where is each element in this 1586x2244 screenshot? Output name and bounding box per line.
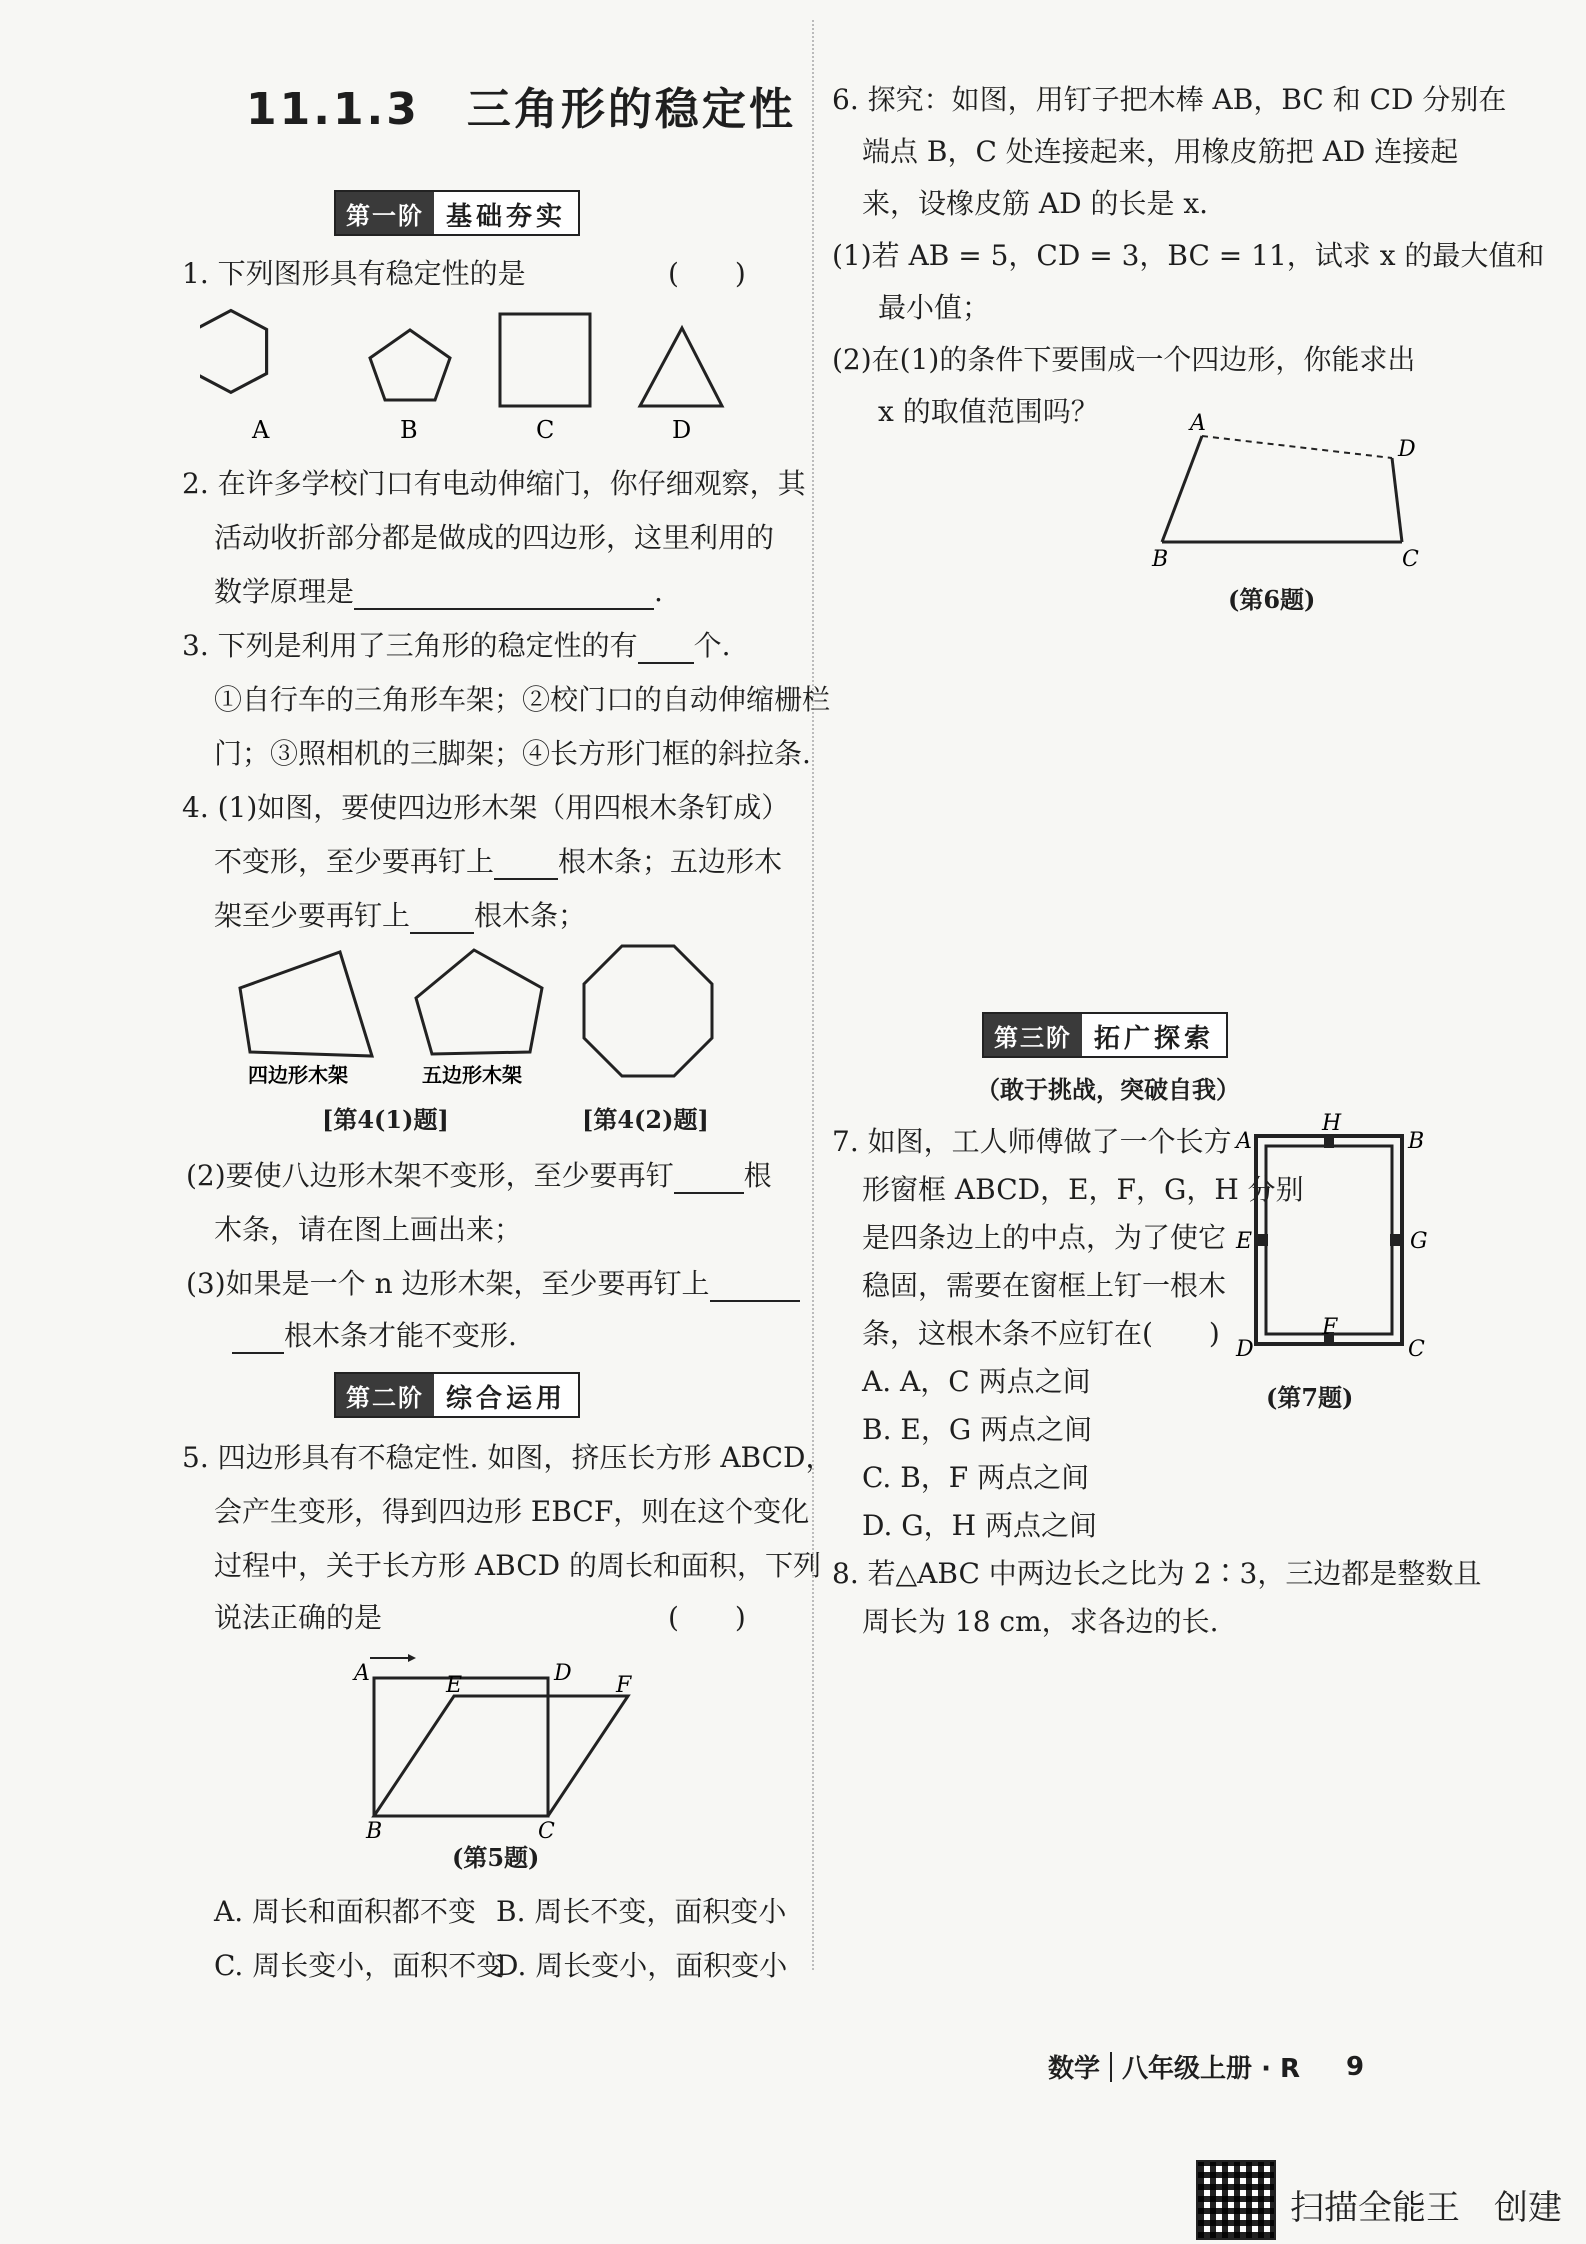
- label-b: B: [366, 1819, 383, 1840]
- q6-part2-line1: (2)在(1)的条件下要围成一个四边形，你能求出: [832, 343, 1416, 376]
- midpoint-e: [1254, 1234, 1268, 1246]
- q2-line1: 2. 在许多学校门口有电动伸缩门，你仔细观察，其: [182, 467, 806, 500]
- label-h: H: [1322, 1112, 1342, 1136]
- section-title: 11.1.3 三角形的稳定性: [246, 84, 796, 135]
- footer-subject: 数学: [1048, 2054, 1101, 2084]
- q4-line2-end: 根木条；五边形木: [558, 845, 783, 878]
- q3-line2: ①自行车的三角形车架；②校门口的自动伸缩栅栏: [214, 683, 831, 716]
- banner-name: 基础夯实: [446, 202, 567, 232]
- label-f: F: [616, 1673, 632, 1698]
- label-d: D: [1236, 1337, 1254, 1362]
- label-g: G: [1410, 1229, 1428, 1254]
- hexagon-shape: [200, 311, 267, 393]
- q5-figure: [350, 1650, 650, 1840]
- q1-shapes-figure: [200, 300, 760, 450]
- q5-option-c: C. 周长变小，面积不变: [214, 1949, 505, 1982]
- q4-blank-pent[interactable]: [410, 906, 474, 934]
- scanner-watermark: 扫描全能王 创建: [1290, 2188, 1562, 2228]
- label-d: D: [1398, 437, 1416, 462]
- q4-blank-oct[interactable]: [674, 1166, 744, 1194]
- window-inner: [1266, 1146, 1392, 1334]
- q4-blank-n-gon-1[interactable]: [710, 1274, 800, 1302]
- qr-code-icon: [1196, 2160, 1276, 2240]
- q4-part2-text: (2)要使八边形木架不变形，至少要再钉: [186, 1159, 674, 1192]
- q4-line3-text: 架至少要再钉上: [214, 899, 411, 932]
- label-b: B: [1152, 547, 1169, 572]
- triangle-shape: [640, 328, 722, 406]
- banner-level: 第一阶: [336, 192, 434, 234]
- banner-name: 综合运用: [446, 1384, 567, 1414]
- level-banner-1: [334, 190, 580, 236]
- q2-line2: 活动收折部分都是做成的四边形，这里利用的: [214, 521, 775, 554]
- q4-blank-quad[interactable]: [494, 852, 558, 880]
- banner-level: 第二阶: [336, 1374, 434, 1416]
- q6-part1-line1: (1)若 AB = 5，CD = 3，BC = 11，试求 x 的最大值和: [832, 239, 1545, 272]
- banner-name: 拓广探索: [1094, 1024, 1215, 1054]
- page-footer: [1048, 2048, 1364, 2085]
- q4-blank-n-gon-2[interactable]: [232, 1326, 284, 1354]
- pent-frame-label: 五边形木架: [422, 1063, 522, 1087]
- q5-caption: (第5题): [452, 1843, 540, 1872]
- q6-part1-line2: 最小值；: [878, 291, 991, 324]
- option-label-a: A: [252, 416, 270, 444]
- octagon-frame: [584, 946, 712, 1076]
- q7-option-a: A. A，C 两点之间: [862, 1365, 1091, 1398]
- q7-window-frame-figure: [1230, 1112, 1450, 1372]
- segment-ab: [1162, 436, 1202, 542]
- rectangle-abcd: [374, 1678, 548, 1816]
- q5-line3: 过程中，关于长方形 ABCD 的周长和面积，下列: [214, 1549, 821, 1582]
- midpoint-g: [1390, 1234, 1404, 1246]
- q1-answer-paren: ( ): [668, 257, 746, 290]
- option-label-d: D: [672, 416, 692, 444]
- pentagon-shape: [370, 330, 450, 400]
- q6-line2: 端点 B，C 处连接起来，用橡皮筋把 AD 连接起: [862, 135, 1459, 168]
- q4-line2: [214, 844, 782, 880]
- label-a: A: [1190, 411, 1206, 436]
- q4-caption-1: [第4(1)题]: [322, 1105, 449, 1134]
- midpoint-h: [1324, 1134, 1334, 1148]
- q2-period: .: [654, 575, 663, 608]
- label-b: B: [1408, 1129, 1425, 1154]
- q7-line3: 是四条边上的中点，为了使它: [862, 1221, 1227, 1254]
- q4-caption-2: [第4(2)题]: [582, 1105, 709, 1134]
- banner-level: 第三阶: [984, 1014, 1082, 1056]
- q3-line1-end: 个.: [693, 629, 731, 662]
- label-e: E: [1236, 1229, 1253, 1254]
- q5-option-b: B. 周长不变，面积变小: [496, 1895, 787, 1928]
- q4-line1: 4. (1)如图，要使四边形木架（用四根木条钉成）: [182, 791, 790, 824]
- q7-option-d: D. G，H 两点之间: [862, 1509, 1097, 1542]
- q5-line1: 5. 四边形具有不稳定性. 如图，挤压长方形 ABCD，: [182, 1441, 834, 1474]
- q6-line3: 来，设橡皮筋 AD 的长是 x.: [862, 187, 1209, 220]
- q7-line1: 7. 如图，工人师傅做了一个长方: [832, 1125, 1232, 1158]
- q4-part3-line1: [186, 1266, 800, 1302]
- q4-part3-end: 根木条才能不变形.: [284, 1319, 517, 1352]
- column-divider: [812, 20, 814, 1970]
- q7-caption: (第7题): [1266, 1383, 1354, 1412]
- label-a: A: [1236, 1129, 1252, 1154]
- q5-line4: 说法正确的是: [214, 1601, 383, 1634]
- push-arrow-head: [408, 1654, 416, 1662]
- pentagon-frame: [416, 950, 542, 1054]
- q3-line3: 门；③照相机的三脚架；④长方形门框的斜拉条.: [214, 737, 811, 770]
- q4-part3-line2: [232, 1318, 517, 1354]
- q5-answer-paren: ( ): [668, 1601, 746, 1634]
- q5-line2: 会产生变形，得到四边形 EBCF，则在这个变化: [214, 1495, 810, 1528]
- label-f: F: [1322, 1315, 1338, 1340]
- segment-cd: [1392, 458, 1402, 542]
- q7-option-c: C. B，F 两点之间: [862, 1461, 1090, 1494]
- q4-part2-line2: 木条，请在图上画出来；: [214, 1213, 523, 1246]
- q5-option-d: D. 周长变小，面积变小: [496, 1949, 788, 1982]
- q6-caption: (第6题): [1228, 585, 1316, 614]
- level-3-subtitle: （敢于挑战，突破自我）: [976, 1075, 1240, 1104]
- q8-line2: 周长为 18 cm，求各边的长.: [862, 1605, 1219, 1638]
- footer-separator: [1110, 2052, 1112, 2082]
- q2-answer-blank[interactable]: [354, 582, 654, 610]
- level-banner-3: [982, 1012, 1228, 1058]
- q4-part2-line1: [186, 1158, 772, 1194]
- label-c: C: [1402, 547, 1419, 572]
- level-banner-2: [334, 1372, 580, 1418]
- q2-line3: [214, 574, 663, 610]
- q4-part2-end: 根: [743, 1159, 772, 1192]
- quadrilateral-frame: [240, 952, 372, 1056]
- q6-part2-line2: x 的取值范围吗？: [878, 395, 1099, 428]
- quad-frame-label: 四边形木架: [248, 1063, 348, 1087]
- footer-book: 八年级上册 · R: [1122, 2054, 1301, 2084]
- option-label-c: C: [536, 416, 555, 444]
- q7-option-b: B. E，G 两点之间: [862, 1413, 1093, 1446]
- q2-line3-text: 数学原理是: [214, 575, 355, 608]
- q7-line2: 形窗框 ABCD，E，F，G，H 分别: [862, 1173, 1304, 1206]
- label-e: E: [446, 1673, 463, 1698]
- q1-stem: 1. 下列图形具有稳定性的是: [182, 257, 526, 290]
- label-c: C: [538, 1819, 555, 1840]
- q7-line4: 稳固，需要在窗框上钉一根木: [862, 1269, 1227, 1302]
- q5-option-a: A. 周长和面积都不变: [214, 1895, 477, 1928]
- q6-line1: 6. 探究：如图，用钉子把木棒 AB，BC 和 CD 分别在: [832, 83, 1507, 116]
- q4-part3-text: (3)如果是一个 n 边形木架，至少要再钉上: [186, 1267, 710, 1300]
- option-label-b: B: [400, 416, 418, 444]
- label-a: A: [354, 1661, 370, 1686]
- page-number: 9: [1346, 2051, 1365, 2082]
- parallelogram-ebcf: [374, 1696, 628, 1816]
- q4-line2-text: 不变形，至少要再钉上: [214, 845, 495, 878]
- q7-line5: 条，这根木条不应钉在( ): [862, 1317, 1220, 1350]
- window-outer: [1256, 1136, 1402, 1344]
- q3-line1: [182, 628, 731, 664]
- q3-answer-blank[interactable]: [638, 636, 694, 664]
- rubber-band-ad: [1202, 436, 1392, 458]
- q8-line1: 8. 若△ABC 中两边长之比为 2∶3，三边都是整数且: [832, 1557, 1482, 1590]
- label-d: D: [554, 1661, 572, 1686]
- q6-figure: [1140, 406, 1430, 578]
- q4-line3: [214, 898, 586, 934]
- q3-line1-text: 3. 下列是利用了三角形的稳定性的有: [182, 629, 638, 662]
- square-shape: [500, 314, 590, 406]
- q4-line3-end: 根木条；: [474, 899, 587, 932]
- label-c: C: [1408, 1337, 1425, 1362]
